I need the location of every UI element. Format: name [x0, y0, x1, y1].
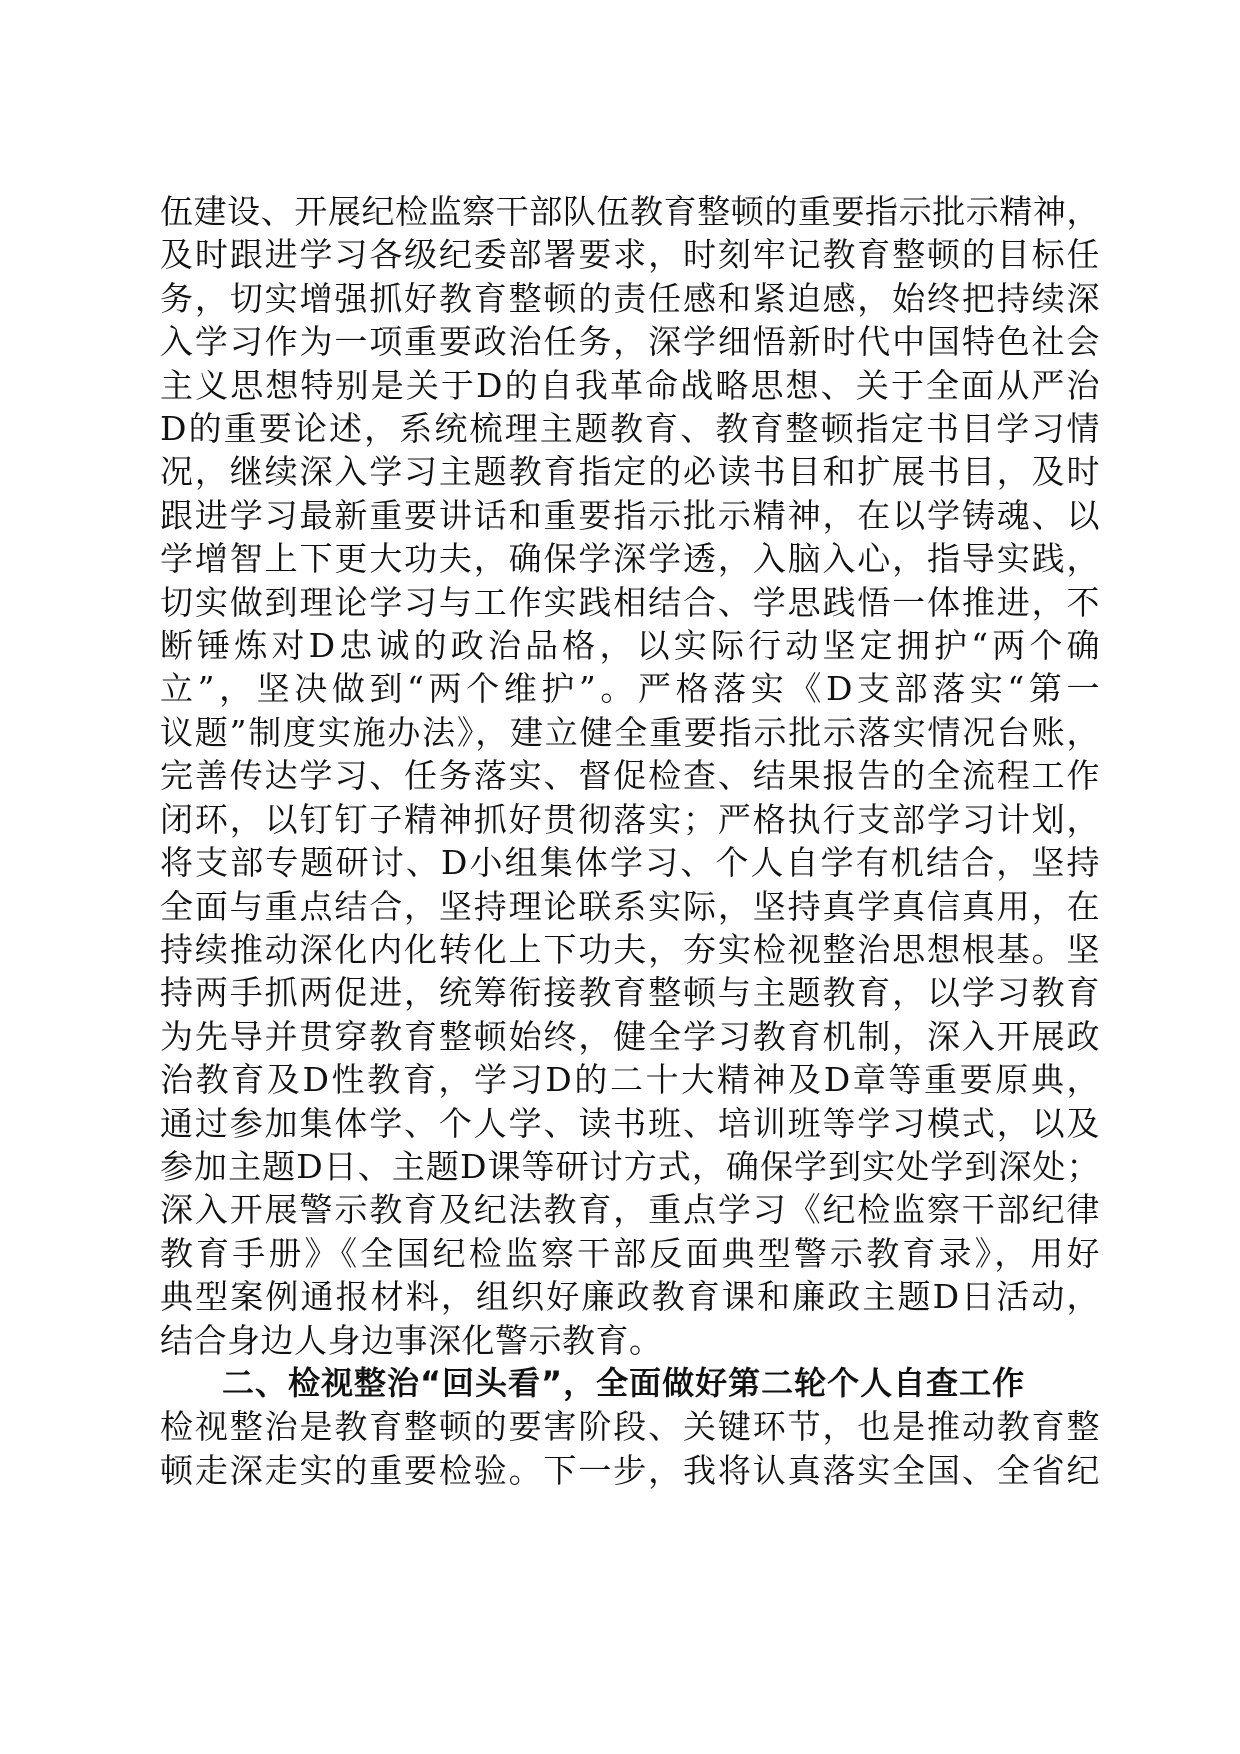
text-line: 完善传达学习、任务落实、督促检查、结果报告的全流程工作 [160, 756, 1100, 796]
text-line: 持两手抓两促进，统筹衔接教育整顿与主题教育，以学习教育 [160, 973, 1100, 1013]
text-line: 切实做到理论学习与工作实践相结合、学思践悟一体推进，不 [160, 582, 1100, 622]
document-body [160, 190, 1100, 1492]
text-line: 通过参加集体学、个人学、读书班、培训班等学习模式，以及 [160, 1103, 1100, 1143]
text-line: 主义思想特别是关于D的自我革命战略思想、关于全面从严治 [160, 365, 1100, 405]
text-line: 及时跟进学习各级纪委部署要求，时刻牢记教育整顿的目标任 [160, 235, 1100, 275]
paragraph-2 [160, 1405, 1100, 1492]
paragraph-1 [160, 190, 1100, 1362]
text-line: 伍建设、开展纪检监察干部队伍教育整顿的重要指示批示精神， [160, 192, 1100, 231]
text-line: 典型案例通报材料，组织好廉政教育课和廉政主题D日活动， [160, 1277, 1100, 1317]
text-line: 持续推动深化内化转化上下功夫，夯实检视整治思想根基。坚 [160, 929, 1100, 969]
text-line: 全面与重点结合，坚持理论联系实际，坚持真学真信真用，在 [160, 886, 1100, 926]
text-line: 为先导并贯穿教育整顿始终，健全学习教育机制，深入开展政 [160, 1016, 1100, 1056]
text-line: 治教育及D性教育，学习D的二十大精神及D章等重要原典， [160, 1060, 1100, 1100]
text-line: 断锤炼对D忠诚的政治品格，以实际行动坚定拥护“两个确 [160, 626, 1100, 666]
text-line: 跟进学习最新重要讲话和重要指示批示精神，在以学铸魂、以 [160, 495, 1100, 535]
text-line: 闭环，以钉钉子精神抓好贯彻落实；严格执行支部学习计划， [160, 799, 1100, 839]
text-line: 学增智上下更大功夫，确保学深学透，入脑入心，指导实践， [160, 539, 1100, 579]
text-line: 教育手册》《全国纪检监察干部反面典型警示教育录》，用好 [160, 1233, 1100, 1273]
text-line: 检视整治是教育整顿的要害阶段、关键环节，也是推动教育整 [160, 1407, 1100, 1447]
text-line: D的重要论述，系统梳理主题教育、教育整顿指定书目学习情 [160, 409, 1100, 449]
text-line-last: 结合身边人身边事深化警示教育。 [160, 1320, 663, 1360]
text-line: 深入开展警示教育及纪法教育，重点学习《纪检监察干部纪律 [160, 1190, 1100, 1230]
text-line: 参加主题D日、主题D课等研讨方式，确保学到实处学到深处； [160, 1146, 1100, 1186]
text-line: 务，切实增强抓好教育整顿的责任感和紧迫感，始终把持续深 [160, 278, 1100, 318]
text-line: 顿走深走实的重要检验。下一步，我将认真落实全国、全省纪 [160, 1450, 1100, 1490]
text-line: 议题”制度实施办法》，建立健全重要指示批示落实情况台账， [160, 712, 1100, 752]
section-heading: 二、检视整治“回头看”，全面做好第二轮个人自查工作 [222, 1363, 1026, 1402]
text-line: 入学习作为一项重要政治任务，深学细悟新时代中国特色社会 [160, 322, 1100, 362]
text-line: 立”，坚决做到“两个维护”。严格落实《D支部落实“第一 [160, 669, 1100, 709]
text-line: 将支部专题研讨、D小组集体学习、个人自学有机结合，坚持 [160, 843, 1100, 883]
text-line: 况，继续深入学习主题教育指定的必读书目和扩展书目，及时 [160, 452, 1100, 492]
